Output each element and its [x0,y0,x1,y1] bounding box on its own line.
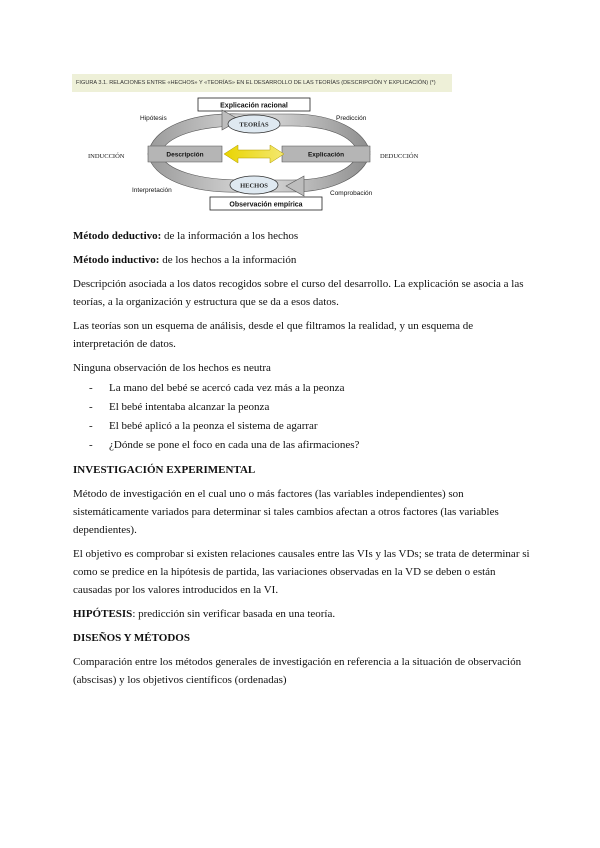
list-item: - El bebé aplicó a la peonza el sistema de agarrar [73,417,533,436]
hechos-label: HECHOS [240,182,268,190]
arrowhead-comprobacion [286,176,304,196]
hipotesis-text: : predicción sin verificar basada en una teoría. [132,608,336,620]
document-body [73,227,533,695]
interpretacion-label: Interpretación [132,187,172,194]
hipotesis-label: Hipótesis [140,115,167,122]
deduccion-label: DEDUCCIÓN [380,153,419,160]
paragraph-neutra: Ninguna observación de los hechos es neutra [73,362,271,374]
prediccion-label: Predicción [336,115,367,122]
paragraph-objetivo: El objetivo es comprobar si existen relaciones causales entre las VIs y las VDs; se trata de determinar si como se predice en la hipótesis de partida, las variaciones observadas en la VD se deben o están causadas por los valores introducidos en la VI. [73,548,530,596]
hipotesis-label: HIPÓTESIS [73,608,133,620]
deductivo-text: de la información a los hechos [161,230,299,242]
top-box-label: Explicación racional [220,102,288,110]
list-item: - ¿Dónde se pone el foco en cada una de las afirmaciones? [73,436,533,455]
list-item: - La mano del bebé se acercó cada vez más a la peonza [73,379,533,398]
heading-investigacion: INVESTIGACIÓN EXPERIMENTAL [73,464,256,476]
hipotesis-line [73,605,533,623]
yellow-double-arrow [224,145,284,163]
comprobacion-label: Comprobación [330,190,373,197]
paragraph-teorias: Las teorías son un esquema de análisis, desde el que filtramos la realidad, y un esquema de interpretación de datos. [73,320,474,350]
bottom-box-label: Observación empírica [229,201,303,209]
paragraph-metodo: Método de investigación en el cual uno o más factores (las variables independientes) son sistemáticamente variados para determinar si tales cambios afectan a otros factores (las variables dependientes). [73,488,499,536]
figure-diagram [72,74,452,216]
descripcion-label: Descripción [166,151,204,159]
list-item: - El bebé intentaba alcanzar la peonza [73,398,533,417]
heading-disenos: DISEÑOS Y MÉTODOS [73,632,190,644]
explicacion-label: Explicación [307,151,345,159]
cycle-diagram [72,74,452,216]
paragraph-descripcion: Descripción asociada a los datos recogidos sobre el curso del desarrollo. La explicación se asocia a las teorías, a la organización y estructura que se da a esos datos. [73,278,524,308]
inductivo-line [73,251,533,269]
examples-list [73,379,533,455]
paragraph-comparacion: Comparación entre los métodos generales de investigación en referencia a la situación de observación (abscisas) y los objetivos científicos (ordenadas) [73,656,522,686]
inductivo-label: Método inductivo: [73,254,160,266]
deductivo-line [73,227,533,245]
deductivo-label: Método deductivo: [73,230,162,242]
figure-caption: FIGURA 3.1. RELACIONES ENTRE «HECHOS» Y «TEORÍAS» EN EL DESARROLLO DE LAS TEORÍAS (DESCRIPCIÓN Y EXPLICACIÓN) (*) [72,74,452,92]
inductivo-text: de los hechos a la información [159,254,297,266]
induccion-label: INDUCCIÓN [88,153,125,160]
teorias-label: TEORÍAS [239,121,269,129]
